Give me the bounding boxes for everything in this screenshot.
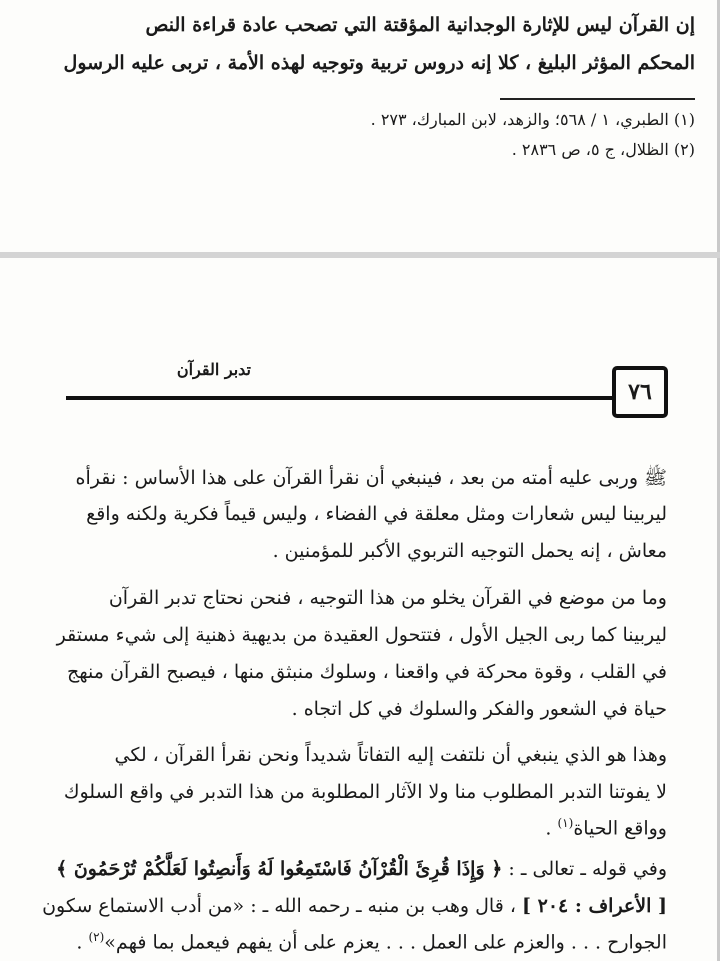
text-span: ، قال وهب بن منبه ـ رحمه الله ـ : «من أدب الاستماع سكون [42,895,522,917]
text-span: . [545,817,558,840]
footnote-divider [500,98,695,100]
footnote-ref-1: (١) [557,816,574,830]
text-line [76,930,667,953]
footnote-1: (١) الطبري، ١ / ٥٦٨؛ والزهد، لابن المبارك، ٢٧٣ . [370,110,695,129]
text-line: إن القرآن ليس للإثارة الوجدانية المؤقتة التي تصحب عادة قراءة النص [145,14,695,36]
page-number: ٧٦ [628,379,652,405]
text-line [545,816,667,839]
text-line: ليربينا ليس شعارات ومثل معلقة في الفضاء ، وليس قيماً فكرية ولكنه واقع [86,503,667,525]
running-title: تدبر القرآن [176,360,251,379]
text-line: وما من موضع في القرآن يخلو من هذا التوجيه ، فنحن نحتاج تدبر القرآن [108,587,667,609]
text-line: في القلب ، وقوة محركة في واقعنا ، وسلوك منبثق منها ، فيصبح القرآن منهج [67,661,667,683]
text-line: حياة في الشعور والفكر والسلوك في كل اتجاه . [291,698,667,720]
text-line: ﷺ وربى عليه أمته من بعد ، فينبغي أن نقرأ القرآن على هذا الأساس : نقرأه [75,467,667,489]
text-span: وواقع الحياة [573,817,667,840]
footnote-ref-2: (٢) [88,930,105,944]
text-span: الجوارح . . . والعزم على العمل . . . يعزم على أن يفهم فيعمل بما فهم» [104,931,667,954]
text-span: . [76,931,89,954]
current-page [0,258,720,961]
text-line [42,895,667,917]
page-number-box [612,366,668,418]
footnote-2: (٢) الظلال، ج ٥، ص ٢٨٣٦ . [511,140,695,159]
text-line: معاش ، إنه يحمل التوجيه التربوي الأكبر للمؤمنين . [272,540,667,562]
quran-verse: ﴿ وَإِذَا قُرِئَ الْقُرْآنُ فَاسْتَمِعُوا لَهُ وَأَنصِتُوا لَعَلَّكُمْ تُرْحَمُونَ ﴾ [56,858,503,880]
text-line: وهذا هو الذي ينبغي أن نلتفت إليه التفاتاً شديداً ونحن نقرأ القرآن ، لكي [114,744,667,766]
text-line: ليربينا كما ربى الجيل الأول ، فتتحول العقيدة من بديهية ذهنية إلى شيء مستقر [56,624,667,646]
text-line: المحكم المؤثر البليغ ، كلا إنه دروس تربية وتوجيه لهذه الأمة ، تربى عليه الرسول [63,52,695,74]
text-line [56,858,667,880]
text-line: لا يفوتنا التدبر المطلوب منا ولا الآثار المطلوبة من هذا التدبر في واقع السلوك [63,781,667,803]
previous-page [0,0,720,252]
header-rule [66,396,611,400]
verse-reference: [ الأعراف : ٢٠٤ ] [522,895,667,917]
text-span: وفي قوله ـ تعالى ـ : [502,858,667,880]
